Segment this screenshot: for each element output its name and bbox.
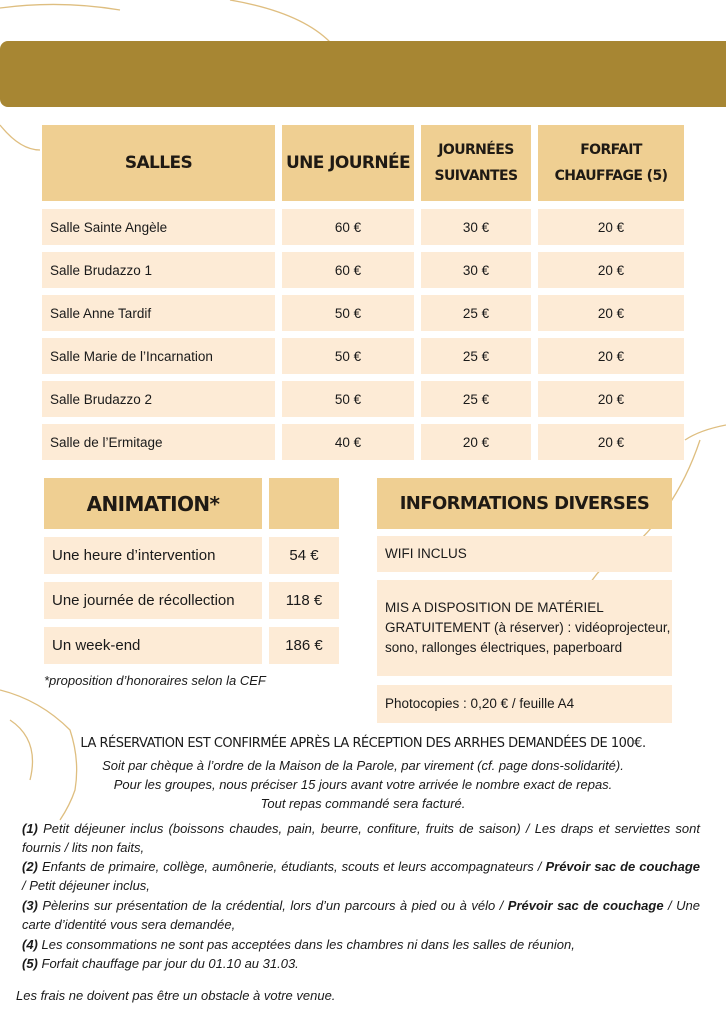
room-price: 60 € xyxy=(282,209,414,245)
room-name: Salle Brudazzo 1 xyxy=(42,252,275,288)
header-line: UNE JOURNÉE xyxy=(285,153,411,173)
header-line: FORFAIT xyxy=(580,142,642,158)
room-price: 30 € xyxy=(421,252,531,288)
reservation-line-3: Tout repas commandé sera facturé. xyxy=(260,796,466,811)
footnote-1: (1) Petit déjeuner inclus (boissons chaudes, pain, beurre, confiture, fruits de saison) / Les draps et serviettes sont fournis / lits non faits, xyxy=(22,821,700,855)
room-price: 50 € xyxy=(282,295,414,331)
animation-price: 118 € xyxy=(269,582,339,619)
informations-header: INFORMATIONS DIVERSES xyxy=(377,478,672,529)
header-une-journee xyxy=(282,125,414,201)
animation-item: Une heure d’intervention xyxy=(44,537,262,574)
info-photocopies: Photocopies : 0,20 € / feuille A4 xyxy=(377,685,672,723)
room-name: Salle Brudazzo 2 xyxy=(42,381,275,417)
room-price: 50 € xyxy=(282,381,414,417)
top-banner xyxy=(0,41,726,107)
animation-item: Un week-end xyxy=(44,627,262,664)
room-price: 20 € xyxy=(538,381,684,417)
animation-price: 186 € xyxy=(269,627,339,664)
room-price: 20 € xyxy=(538,209,684,245)
header-forfait-chauffage xyxy=(538,125,684,201)
room-price: 50 € xyxy=(282,338,414,374)
room-price: 20 € xyxy=(538,338,684,374)
header-line: JOURNÉES xyxy=(438,142,514,158)
room-name: Salle Marie de l’Incarnation xyxy=(42,338,275,374)
footnote-2: (2) Enfants de primaire, collège, aumônerie, étudiants, scouts et leurs accompagnateurs / Prévoir sac de couchage / Petit déjeuner inclus, xyxy=(22,859,700,893)
footnote-3: (3) Pèlerins sur présentation de la crédential, lors d’un parcours à pied ou à vélo / Prévoir sac de couchage / Une carte d’identité vous sera demandée, xyxy=(22,898,701,932)
room-price: 20 € xyxy=(421,424,531,460)
animation-item: Une journée de récollection xyxy=(44,582,262,619)
reservation-line-2: Pour les groupes, nous préciser 15 jours avant votre arrivée le nombre exact de repas. xyxy=(113,777,613,792)
animation-note: *proposition d’honoraires selon la CEF xyxy=(44,673,266,688)
animation-header: ANIMATION* xyxy=(44,478,262,529)
header-salles xyxy=(42,125,275,201)
animation-header-blank xyxy=(269,478,339,529)
header-line: SUIVANTES xyxy=(434,168,518,184)
room-price: 20 € xyxy=(538,424,684,460)
room-price: 60 € xyxy=(282,252,414,288)
room-price: 40 € xyxy=(282,424,414,460)
header-journees-suivantes xyxy=(421,125,531,201)
room-name: Salle Sainte Angèle xyxy=(42,209,275,245)
header-line: CHAUFFAGE (5) xyxy=(554,168,668,184)
animation-price: 54 € xyxy=(269,537,339,574)
reservation-line-1: Soit par chèque à l’ordre de la Maison de la Parole, par virement (cf. page dons-solidarité). xyxy=(102,758,624,773)
room-price: 20 € xyxy=(538,252,684,288)
room-price: 25 € xyxy=(421,338,531,374)
footnote-4: (4) Les consommations ne sont pas acceptées dans les chambres ni dans les salles de réunion, xyxy=(22,937,575,952)
room-price: 30 € xyxy=(421,209,531,245)
footnote-5: (5) Forfait chauffage par jour du 01.10 au 31.03. xyxy=(22,956,299,971)
footer-note: Les frais ne doivent pas être un obstacle à votre venue. xyxy=(16,988,336,1003)
room-price: 25 € xyxy=(421,295,531,331)
room-price: 20 € xyxy=(538,295,684,331)
info-materiel: MIS A DISPOSITION DE MATÉRIEL GRATUITEMENT (à réserver) : vidéoprojecteur, sono, rallonges électriques, paperboard xyxy=(377,580,672,676)
info-wifi: WIFI INCLUS xyxy=(377,536,672,572)
room-price: 25 € xyxy=(421,381,531,417)
header-line: SALLES xyxy=(124,153,193,173)
reservation-title: LA RÉSERVATION EST CONFIRMÉE APRÈS LA RÉCEPTION DES ARRHES DEMANDÉES DE 100€. xyxy=(80,736,646,751)
room-name: Salle Anne Tardif xyxy=(42,295,275,331)
room-name: Salle de l’Ermitage xyxy=(42,424,275,460)
